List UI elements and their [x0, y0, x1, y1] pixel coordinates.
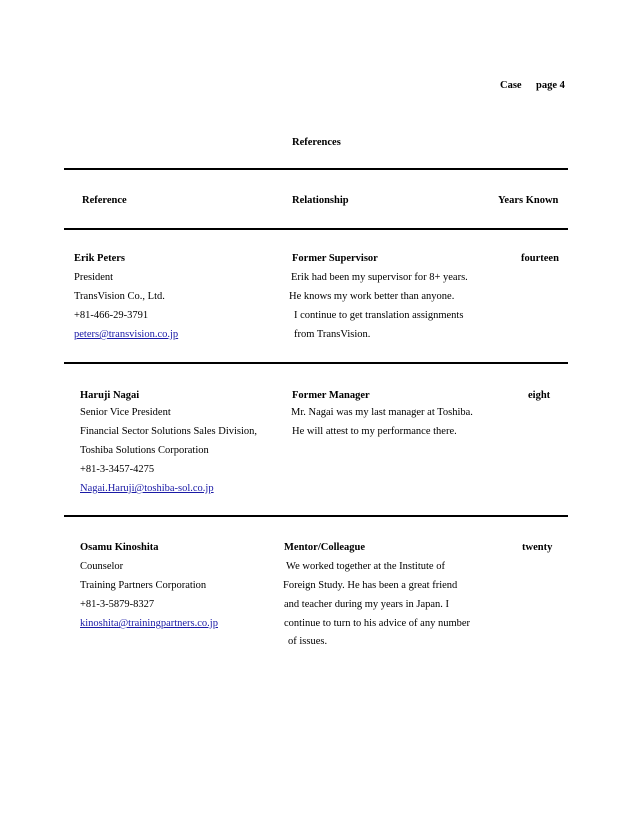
- reference-note: He knows my work better than anyone.: [289, 291, 455, 302]
- reference-relationship: Former Manager: [292, 390, 370, 401]
- reference-company: TransVision Co., Ltd.: [74, 291, 165, 302]
- reference-note: of issues.: [288, 636, 328, 647]
- reference-note: Mr. Nagai was my last manager at Toshiba.: [291, 407, 473, 418]
- page-title: References: [292, 137, 341, 148]
- reference-email-link[interactable]: peters@transvision.co.jp: [74, 329, 179, 340]
- reference-company: Toshiba Solutions Corporation: [80, 445, 209, 456]
- reference-note: Erik had been my supervisor for 8+ years.: [291, 272, 468, 283]
- reference-email-link[interactable]: kinoshita@trainingpartners.co.jp: [80, 618, 218, 629]
- header-case: Case: [500, 80, 522, 91]
- divider: [64, 362, 568, 364]
- reference-name: Haruji Nagai: [80, 390, 140, 401]
- divider: [64, 168, 568, 170]
- column-years-known: Years Known: [498, 195, 559, 206]
- reference-title: President: [74, 272, 114, 283]
- reference-note: from TransVision.: [294, 329, 371, 340]
- reference-years: eight: [528, 390, 551, 401]
- reference-relationship: Mentor/Colleague: [284, 542, 366, 553]
- column-relationship: Relationship: [292, 195, 349, 206]
- column-reference: Reference: [82, 195, 127, 206]
- reference-phone: +81-3-3457-4275: [80, 464, 155, 475]
- reference-note: We worked together at the Institute of: [286, 561, 445, 572]
- reference-division: Financial Sector Solutions Sales Division,: [80, 426, 258, 437]
- reference-relationship: Former Supervisor: [292, 253, 378, 264]
- reference-title: Senior Vice President: [80, 407, 171, 418]
- reference-years: twenty: [522, 542, 553, 553]
- reference-phone: +81-466-29-3791: [74, 310, 149, 321]
- reference-email-link[interactable]: Nagai.Haruji@toshiba-sol.co.jp: [80, 483, 214, 494]
- divider: [64, 228, 568, 230]
- reference-name: Osamu Kinoshita: [80, 542, 159, 553]
- reference-title: Counselor: [80, 561, 124, 572]
- reference-company: Training Partners Corporation: [80, 580, 207, 591]
- reference-phone: +81-3-5879-8327: [80, 599, 155, 610]
- reference-note: and teacher during my years in Japan. I: [284, 599, 450, 610]
- header-page: page 4: [536, 80, 565, 91]
- reference-note: continue to turn to his advice of any number: [284, 618, 471, 629]
- reference-name: Erik Peters: [74, 253, 126, 264]
- reference-note: I continue to get translation assignments: [294, 310, 464, 321]
- reference-note: Foreign Study. He has been a great friend: [283, 580, 458, 591]
- reference-years: fourteen: [521, 253, 559, 264]
- reference-note: He will attest to my performance there.: [292, 426, 457, 437]
- divider: [64, 515, 568, 517]
